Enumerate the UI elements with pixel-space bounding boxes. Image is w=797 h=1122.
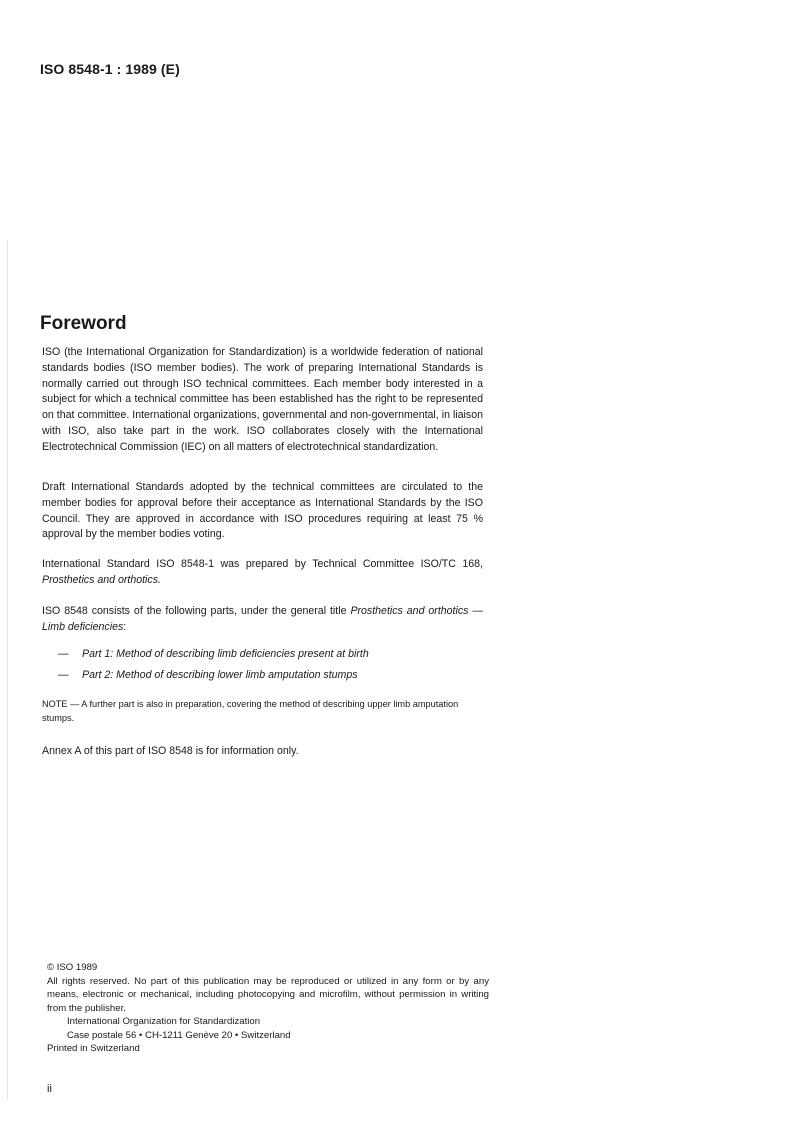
list-item-label: Part 1: Method of describing limb deficiencies present at birth bbox=[82, 648, 369, 660]
printed-in: Printed in Switzerland bbox=[47, 1043, 140, 1054]
page-number: ii bbox=[47, 1083, 52, 1095]
general-title: Prosthetics and orthotics — Limb deficiencies bbox=[42, 605, 483, 633]
foreword-paragraph-2: Draft International Standards adopted by the technical committees are circulated to the member bodies for approval before their acceptance as International Standards by the ISO Council. They are approved in accordance with ISO procedures requiring at least 75 % approval by the member bodies voting. bbox=[42, 481, 483, 541]
rights-statement: All rights reserved. No part of this publication may be reproduced or utilized in any form or by any means, electronic or mechanical, including photocopying and microfilm, without permission in writing from the publisher. bbox=[47, 975, 489, 1014]
list-item bbox=[42, 668, 483, 689]
page-edge-shadow bbox=[7, 240, 8, 1100]
list-dash: — bbox=[58, 648, 69, 660]
copyright-block bbox=[47, 961, 489, 1056]
organization-name: International Organization for Standardization bbox=[67, 1016, 261, 1027]
foreword-paragraph-5: Annex A of this part of ISO 8548 is for information only. bbox=[42, 745, 299, 757]
organization-address: Case postale 56 • CH-1211 Genève 20 • Switzerland bbox=[67, 1029, 291, 1041]
list-item-label: Part 2: Method of describing lower limb amputation stumps bbox=[82, 669, 358, 681]
foreword-paragraph-3 bbox=[42, 557, 483, 589]
parts-intro-text: ISO 8548 consists of the following parts, under the general title bbox=[42, 605, 347, 617]
copyright-line: © ISO 1989 bbox=[47, 962, 98, 973]
parts-intro-colon: : bbox=[123, 620, 127, 633]
foreword-paragraph-1: ISO (the International Organization for Standardization) is a worldwide federation of national standards bodies (ISO member bodies). The work of preparing International Standards is normally carried out through ISO technical committees. Each member body interested in a subject for which a technical committee has been established has the right to be represented on that committee. International organizations, governmental and non-governmental, in liaison with ISO, also take part in the work. ISO collaborates closely with the International Electrotechnical Commission (IEC) on all matters of electrotechnical standardization. bbox=[42, 346, 483, 453]
committee-text: International Standard ISO 8548-1 was prepared by Technical Committee ISO/TC 168, bbox=[42, 558, 483, 570]
document-identifier: ISO 8548-1 : 1989 (E) bbox=[40, 61, 180, 77]
list-dash: — bbox=[58, 669, 69, 681]
parts-list bbox=[42, 647, 483, 689]
section-title: Foreword bbox=[40, 313, 127, 334]
committee-title: Prosthetics and orthotics. bbox=[42, 573, 161, 586]
list-item bbox=[42, 647, 483, 668]
note-text: NOTE — A further part is also in preparation, covering the method of describing upper limb amputation stumps. bbox=[42, 699, 459, 723]
foreword-paragraph-4 bbox=[42, 604, 483, 636]
